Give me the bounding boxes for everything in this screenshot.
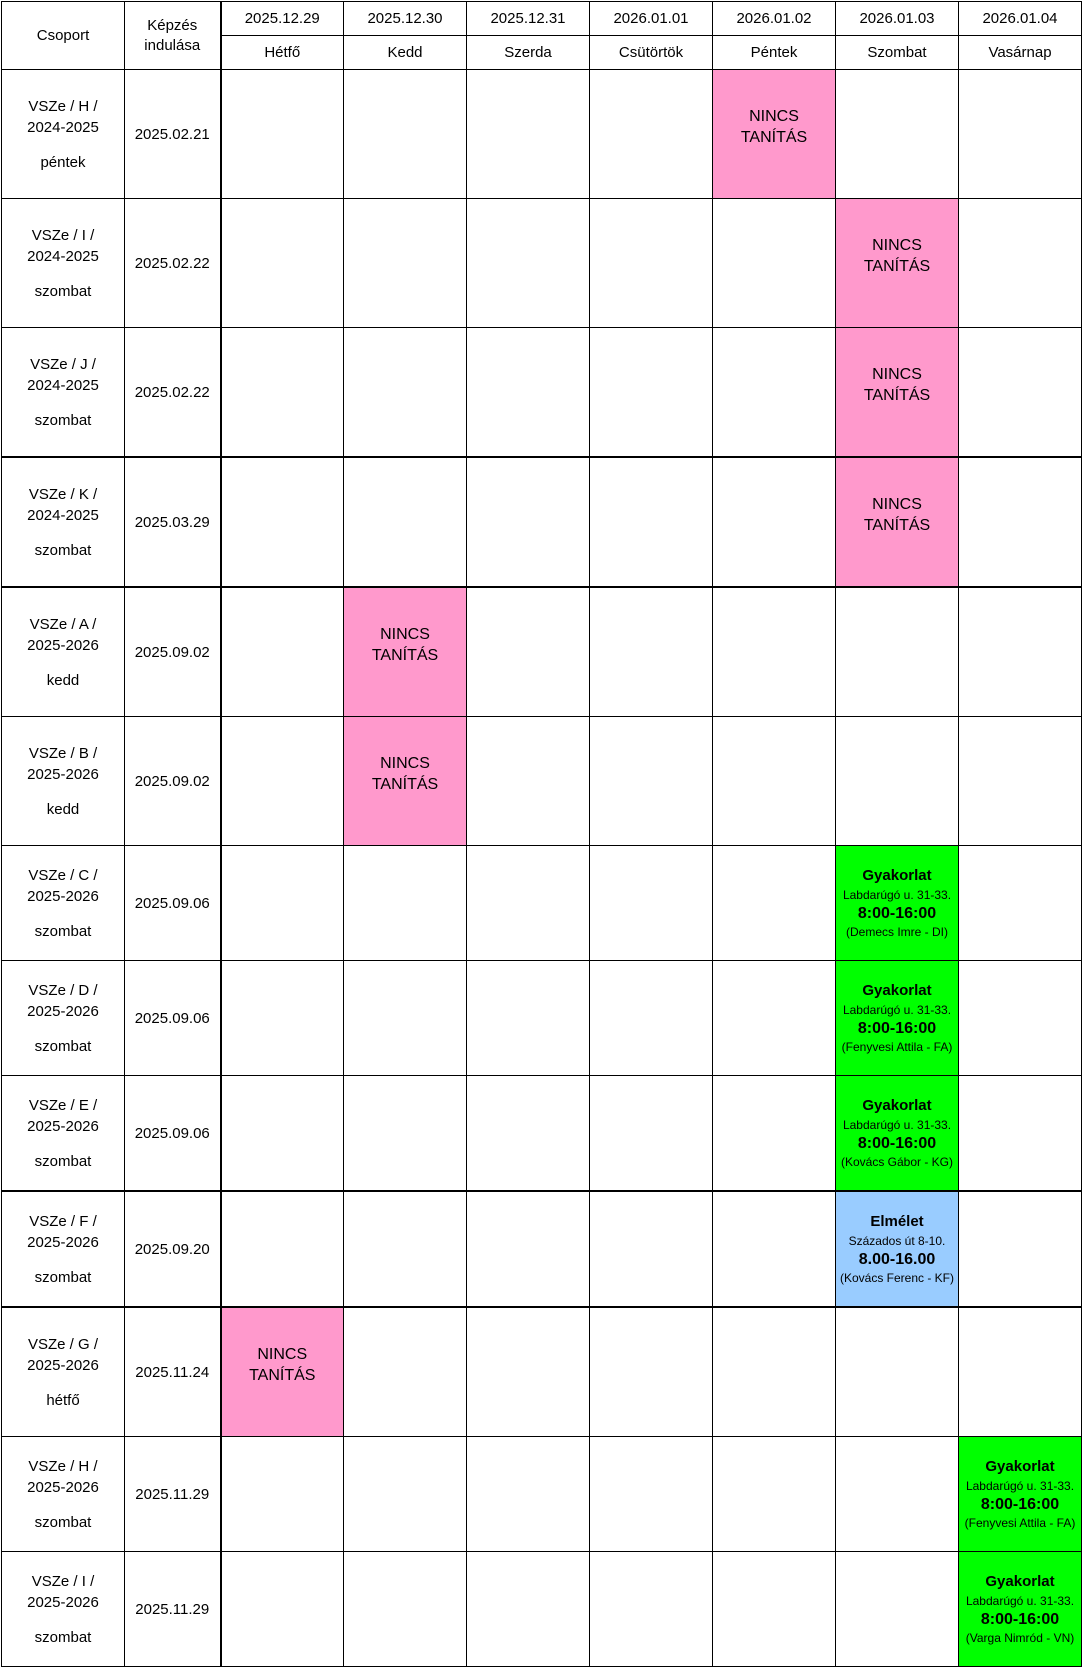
start-date-cell: 2025.02.22: [125, 328, 221, 458]
empty-cell: [590, 961, 713, 1076]
empty-cell: [713, 961, 836, 1076]
no-class-text: TANÍTÁS: [249, 1367, 316, 1384]
header-day: Kedd: [344, 36, 467, 70]
no-class-cell: [713, 70, 836, 199]
empty-cell: [713, 1076, 836, 1192]
table-body: [2, 70, 1082, 1667]
event-location: Labdarúgó u. 31-33.: [965, 1594, 1075, 1608]
empty-cell: [713, 457, 836, 587]
group-day: szombat: [34, 922, 92, 940]
empty-cell: [344, 961, 467, 1076]
no-class-cell: [836, 328, 959, 458]
empty-cell: [959, 961, 1082, 1076]
empty-cell: [959, 199, 1082, 328]
event-title: Gyakorlat: [985, 1573, 1055, 1590]
empty-cell: [713, 717, 836, 846]
no-class-text: NINCS: [380, 626, 430, 643]
group-year: 2024-2025: [27, 506, 99, 524]
group-cell: [2, 1307, 125, 1437]
start-date-cell: 2025.11.29: [125, 1552, 221, 1667]
empty-cell: [590, 457, 713, 587]
empty-cell: [590, 1191, 713, 1307]
group-year: 2024-2025: [27, 247, 99, 265]
header-date: 2026.01.02: [713, 2, 836, 36]
practice-cell: [836, 846, 959, 961]
empty-cell: [590, 846, 713, 961]
no-class-cell: [836, 199, 959, 328]
group-code: VSZe / H /: [28, 1457, 98, 1475]
group-day: szombat: [34, 1152, 92, 1170]
empty-cell: [344, 1191, 467, 1307]
empty-cell: [590, 70, 713, 199]
group-year: 2025-2026: [27, 1002, 99, 1020]
event-title: Gyakorlat: [862, 982, 932, 999]
event-title: Gyakorlat: [862, 1097, 932, 1114]
event-time: 8:00-16:00: [857, 1020, 937, 1037]
event-teacher: (Fenyvesi Attila - FA): [841, 1040, 953, 1054]
header-day: Hétfő: [221, 36, 344, 70]
empty-cell: [959, 846, 1082, 961]
group-cell: [2, 1076, 125, 1192]
empty-cell: [344, 328, 467, 458]
empty-cell: [590, 1437, 713, 1552]
empty-cell: [221, 717, 344, 846]
no-class-text: NINCS: [872, 496, 922, 513]
no-class-text: TANÍTÁS: [371, 647, 439, 664]
empty-cell: [836, 717, 959, 846]
event-teacher: (Varga Nimród - VN): [965, 1631, 1075, 1645]
group-cell: [2, 199, 125, 328]
empty-cell: [221, 199, 344, 328]
empty-cell: [344, 199, 467, 328]
group-day: szombat: [34, 1268, 92, 1286]
empty-cell: [467, 587, 590, 717]
event-time: 8:00-16:00: [980, 1611, 1060, 1628]
header-start: Képzés indulása: [125, 2, 221, 70]
event-teacher: (Kovács Ferenc - KF): [839, 1271, 955, 1285]
group-code: VSZe / G /: [27, 1335, 99, 1353]
group-day: szombat: [34, 1628, 92, 1646]
table-row: [2, 1552, 1082, 1667]
group-cell: [2, 328, 125, 458]
empty-cell: [467, 961, 590, 1076]
empty-cell: [590, 1552, 713, 1667]
event-location: Labdarúgó u. 31-33.: [842, 1118, 952, 1132]
empty-cell: [467, 717, 590, 846]
empty-cell: [590, 717, 713, 846]
header-day: Szombat: [836, 36, 959, 70]
header-date: 2026.01.04: [959, 2, 1082, 36]
empty-cell: [221, 328, 344, 458]
header-date: 2025.12.30: [344, 2, 467, 36]
empty-cell: [467, 1552, 590, 1667]
group-day: kedd: [46, 671, 80, 689]
empty-cell: [221, 846, 344, 961]
no-class-cell: [836, 457, 959, 587]
empty-cell: [959, 328, 1082, 458]
header-day: Vasárnap: [959, 36, 1082, 70]
group-year: 2025-2026: [27, 887, 99, 905]
empty-cell: [836, 70, 959, 199]
empty-cell: [467, 1191, 590, 1307]
no-class-text: TANÍTÁS: [740, 129, 808, 146]
event-teacher: (Kovács Gábor - KG): [840, 1155, 954, 1169]
table-row: [2, 457, 1082, 587]
start-date-cell: 2025.02.22: [125, 199, 221, 328]
empty-cell: [221, 1437, 344, 1552]
start-date-cell: 2025.11.24: [125, 1307, 221, 1437]
empty-cell: [836, 1552, 959, 1667]
group-code: VSZe / A /: [29, 615, 97, 633]
header-date: 2026.01.01: [590, 2, 713, 36]
empty-cell: [344, 1307, 467, 1437]
practice-cell: [959, 1552, 1082, 1667]
group-year: 2025-2026: [27, 1356, 99, 1374]
group-year: 2025-2026: [27, 1478, 99, 1496]
no-class-text: NINCS: [872, 237, 922, 254]
empty-cell: [713, 1307, 836, 1437]
empty-cell: [590, 1307, 713, 1437]
group-cell: [2, 70, 125, 199]
empty-cell: [713, 1437, 836, 1552]
empty-cell: [467, 328, 590, 458]
group-year: 2025-2026: [27, 1233, 99, 1251]
group-code: VSZe / D /: [28, 981, 98, 999]
empty-cell: [713, 1191, 836, 1307]
empty-cell: [713, 587, 836, 717]
group-year: 2024-2025: [27, 376, 99, 394]
group-code: VSZe / I /: [31, 226, 95, 244]
no-class-cell: [344, 717, 467, 846]
empty-cell: [467, 846, 590, 961]
group-year: 2025-2026: [27, 1117, 99, 1135]
table-row: [2, 1437, 1082, 1552]
event-title: Elmélet: [870, 1213, 924, 1230]
group-cell: [2, 961, 125, 1076]
start-date-cell: 2025.09.06: [125, 846, 221, 961]
empty-cell: [713, 846, 836, 961]
group-cell: [2, 1552, 125, 1667]
header-day: Szerda: [467, 36, 590, 70]
event-location: Labdarúgó u. 31-33.: [842, 1003, 952, 1017]
event-title: Gyakorlat: [862, 867, 932, 884]
empty-cell: [344, 1076, 467, 1192]
empty-cell: [467, 199, 590, 328]
no-class-text: NINCS: [257, 1346, 308, 1363]
group-day: szombat: [34, 1513, 92, 1531]
table-header: [2, 2, 1082, 70]
empty-cell: [344, 1552, 467, 1667]
event-title: Gyakorlat: [985, 1458, 1055, 1475]
empty-cell: [836, 587, 959, 717]
empty-cell: [467, 1437, 590, 1552]
empty-cell: [344, 457, 467, 587]
no-class-text: TANÍTÁS: [863, 517, 931, 534]
table-row: [2, 1191, 1082, 1307]
empty-cell: [590, 328, 713, 458]
no-class-text: TANÍTÁS: [863, 258, 931, 275]
group-code: VSZe / J /: [30, 355, 96, 373]
empty-cell: [590, 1076, 713, 1192]
header-date: 2025.12.29: [221, 2, 344, 36]
group-day: hétfő: [46, 1391, 80, 1409]
empty-cell: [344, 1437, 467, 1552]
group-code: VSZe / C /: [28, 866, 98, 884]
start-date-cell: 2025.09.02: [125, 717, 221, 846]
empty-cell: [467, 457, 590, 587]
table-row: [2, 961, 1082, 1076]
empty-cell: [467, 1076, 590, 1192]
group-cell: [2, 846, 125, 961]
event-time: 8:00-16:00: [857, 905, 937, 922]
event-teacher: (Demecs Imre - DI): [846, 925, 948, 939]
start-date-cell: 2025.09.20: [125, 1191, 221, 1307]
group-day: szombat: [34, 282, 92, 300]
table-row: [2, 1307, 1082, 1437]
group-cell: [2, 1437, 125, 1552]
practice-cell: [959, 1437, 1082, 1552]
empty-cell: [836, 1437, 959, 1552]
event-location: Labdarúgó u. 31-33.: [842, 888, 952, 902]
start-date-cell: 2025.09.06: [125, 1076, 221, 1192]
no-class-text: NINCS: [380, 755, 430, 772]
table-row: [2, 199, 1082, 328]
no-class-cell: [221, 1307, 344, 1437]
table-row: [2, 1076, 1082, 1192]
header-group: Csoport: [2, 2, 125, 70]
empty-cell: [221, 587, 344, 717]
empty-cell: [221, 70, 344, 199]
group-code: VSZe / F /: [29, 1212, 97, 1230]
start-date-cell: 2025.02.21: [125, 70, 221, 199]
empty-cell: [959, 1307, 1082, 1437]
empty-cell: [959, 1191, 1082, 1307]
event-time: 8.00-16.00: [858, 1251, 936, 1268]
group-day: szombat: [34, 411, 92, 429]
no-class-text: TANÍTÁS: [371, 776, 439, 793]
empty-cell: [221, 457, 344, 587]
event-location: Labdarúgó u. 31-33.: [965, 1479, 1075, 1493]
empty-cell: [836, 1307, 959, 1437]
empty-cell: [590, 587, 713, 717]
event-time: 8:00-16:00: [980, 1496, 1060, 1513]
no-class-text: NINCS: [749, 108, 799, 125]
group-code: VSZe / I /: [31, 1572, 95, 1590]
empty-cell: [344, 846, 467, 961]
empty-cell: [467, 70, 590, 199]
group-day: kedd: [46, 800, 80, 818]
empty-cell: [221, 1552, 344, 1667]
empty-cell: [344, 70, 467, 199]
group-code: VSZe / B /: [28, 744, 98, 762]
empty-cell: [959, 457, 1082, 587]
empty-cell: [713, 328, 836, 458]
header-day: Péntek: [713, 36, 836, 70]
empty-cell: [221, 1191, 344, 1307]
start-date-cell: 2025.09.06: [125, 961, 221, 1076]
group-code: VSZe / K /: [28, 485, 98, 503]
empty-cell: [959, 70, 1082, 199]
group-cell: [2, 457, 125, 587]
group-cell: [2, 717, 125, 846]
group-year: 2024-2025: [27, 118, 99, 136]
empty-cell: [713, 1552, 836, 1667]
header-date: 2026.01.03: [836, 2, 959, 36]
no-class-text: TANÍTÁS: [863, 387, 931, 404]
empty-cell: [713, 199, 836, 328]
event-location: Százados út 8-10.: [848, 1234, 946, 1248]
start-date-cell: 2025.03.29: [125, 457, 221, 587]
schedule-table: [1, 1, 1082, 1667]
empty-cell: [959, 587, 1082, 717]
group-day: péntek: [40, 153, 86, 171]
table-row: [2, 587, 1082, 717]
no-class-text: NINCS: [872, 366, 922, 383]
table-row: [2, 70, 1082, 199]
empty-cell: [221, 961, 344, 1076]
group-day: szombat: [34, 1037, 92, 1055]
group-day: szombat: [34, 541, 92, 559]
table-row: [2, 328, 1082, 458]
empty-cell: [959, 1076, 1082, 1192]
practice-cell: [836, 961, 959, 1076]
practice-cell: [836, 1076, 959, 1192]
group-year: 2025-2026: [27, 1593, 99, 1611]
group-cell: [2, 587, 125, 717]
empty-cell: [467, 1307, 590, 1437]
no-class-cell: [344, 587, 467, 717]
group-cell: [2, 1191, 125, 1307]
start-date-cell: 2025.09.02: [125, 587, 221, 717]
group-code: VSZe / E /: [28, 1096, 98, 1114]
table-row: [2, 846, 1082, 961]
header-day: Csütörtök: [590, 36, 713, 70]
table-row: [2, 717, 1082, 846]
group-year: 2025-2026: [27, 765, 99, 783]
empty-cell: [590, 199, 713, 328]
header-date: 2025.12.31: [467, 2, 590, 36]
group-code: VSZe / H /: [28, 97, 98, 115]
event-time: 8:00-16:00: [857, 1135, 937, 1152]
start-date-cell: 2025.11.29: [125, 1437, 221, 1552]
event-teacher: (Fenyvesi Attila - FA): [964, 1516, 1076, 1530]
empty-cell: [959, 717, 1082, 846]
group-year: 2025-2026: [27, 636, 99, 654]
empty-cell: [221, 1076, 344, 1192]
theory-cell: [836, 1191, 959, 1307]
